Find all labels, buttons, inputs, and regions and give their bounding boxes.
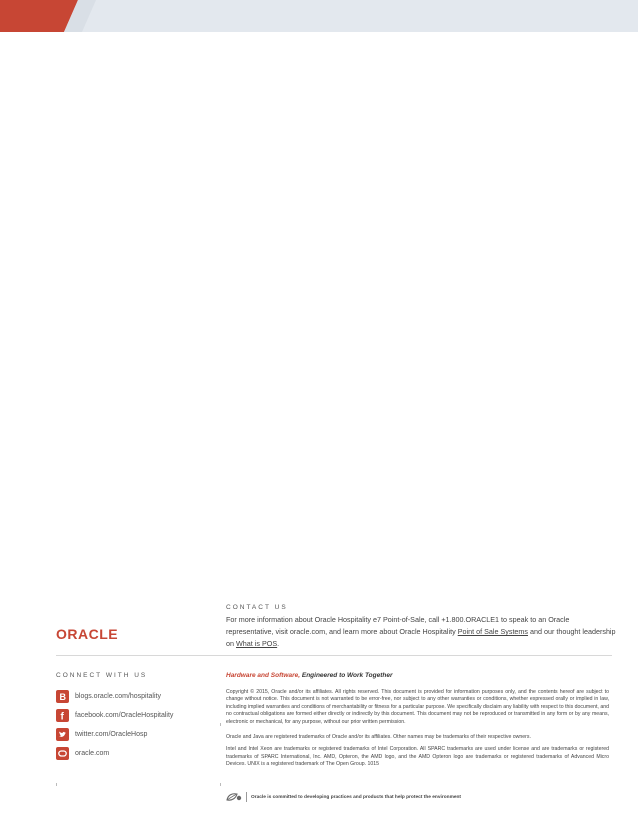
- blogger-icon: [56, 690, 69, 703]
- contact-section: [226, 604, 616, 650]
- connect-section: [56, 672, 216, 763]
- oracle-logo: [56, 624, 136, 644]
- what-is-pos-link[interactable]: What is POS: [236, 639, 278, 648]
- blog-link[interactable]: blogs.oracle.com/hospitality: [75, 693, 161, 700]
- environment-note: [226, 792, 461, 802]
- contact-title: CONTACT US: [226, 604, 288, 611]
- svg-text:B: B: [59, 692, 66, 701]
- tiny-mark-left: [56, 783, 57, 786]
- leaf-icon: [226, 792, 242, 802]
- legal-section: [226, 689, 609, 777]
- twitter-link[interactable]: twitter.com/OracleHosp: [75, 731, 148, 738]
- oracle-logo-text: ORACLE: [56, 626, 119, 642]
- trademark-oracle-text: Oracle and Java are registered trademarks of Oracle and/or its affiliates. Other names may be trademarks of their respective owners.: [226, 734, 531, 741]
- contact-text-middle: and our thought leadership on: [226, 627, 616, 648]
- contact-text-before: For more information about Oracle Hospitality e7 Point-of-Sale, call +1.800.ORACLE1 to speak to an Oracle representative, visit oracle.com, and learn more about Oracle Hospitality: [226, 615, 570, 636]
- connect-title: CONNECT WITH US: [56, 672, 148, 679]
- tagline: [226, 672, 393, 679]
- social-item-blog[interactable]: [56, 687, 216, 706]
- header-graphic: [0, 0, 638, 32]
- environment-note-text: Oracle is committed to developing practices and products that help protect the environment: [251, 794, 462, 800]
- point-of-sale-systems-link[interactable]: Point of Sale Systems: [457, 627, 529, 636]
- footer-separator: [246, 792, 247, 802]
- section-divider: [56, 655, 612, 656]
- copyright-text: Copyright © 2015, Oracle and/or its affiliates. All rights reserved. This document is provided for information purposes only, and the contents hereof are subject to change without notice. This document is not warranted to be error-free, nor subject to any other warranties or conditions, whether expressed orally or implied in law, including implied warranties and conditions of merchantability or fitness for a particular purpose. We specifically disclaim any liability with respect to this document, and no contractual obligations are formed either directly or indirectly by this document. This document may not be reproduced or transmitted in any form or by any means, electronic or mechanical, for any purpose, without our prior written permission.: [226, 689, 609, 725]
- social-item-facebook[interactable]: [56, 706, 216, 725]
- tagline-part1: Hardware and Software,: [226, 672, 302, 679]
- social-item-twitter[interactable]: [56, 725, 216, 744]
- facebook-icon: [56, 709, 69, 722]
- contact-body: [226, 614, 616, 650]
- tiny-mark-mid-lower: [220, 783, 221, 786]
- oracle-com-link[interactable]: oracle.com: [75, 750, 110, 757]
- oracle-icon: [56, 747, 69, 760]
- tagline-part2: Engineered to Work Together: [301, 672, 393, 679]
- oracle-logo-graphic: [56, 624, 136, 644]
- svg-text:f: f: [60, 711, 64, 720]
- twitter-icon: [56, 728, 69, 741]
- tiny-mark-mid: [220, 723, 221, 726]
- facebook-link[interactable]: facebook.com/OracleHospitality: [75, 712, 174, 719]
- social-item-oracle[interactable]: [56, 744, 216, 763]
- header-band: [0, 0, 638, 32]
- trademark-intel-text: Intel and Intel Xeon are trademarks or registered trademarks of Intel Corporation. All SPARC trademarks are used under license and are trademarks or registered trademarks of SPARC International, Inc. AMD, Opteron, the AMD logo, and the AMD Opteron logo are trademarks or registered trademarks of Advanced Micro Devices. UNIX is a registered trademark of The Open Group. 1015: [226, 746, 609, 768]
- contact-text-end: .: [277, 639, 280, 648]
